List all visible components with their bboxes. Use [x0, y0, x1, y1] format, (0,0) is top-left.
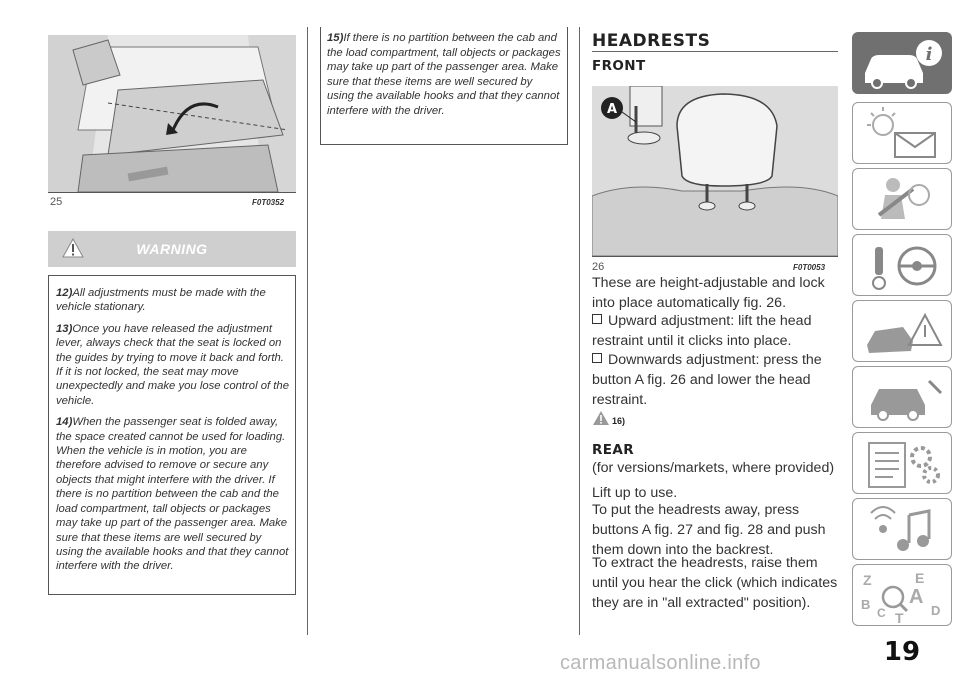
checkbox-bullet-icon [592, 353, 602, 363]
alphabetical-index-icon [853, 565, 953, 627]
figure-code: F0T0053 [793, 263, 826, 272]
watermark: carmanualsonline.info [560, 652, 761, 674]
checklist-gears-icon [853, 433, 953, 495]
note-text: All adjustments must be made with the vehicle stationary. [56, 287, 266, 314]
tab-emergency[interactable] [852, 300, 952, 362]
warning-notes-box [48, 275, 296, 595]
lights-message-icon [853, 103, 953, 165]
key-steering-wheel-icon [853, 235, 953, 297]
column-divider [307, 27, 308, 635]
warning-note-14 [56, 415, 289, 573]
bullet-upward [592, 311, 840, 351]
note-number: 12) [56, 287, 73, 299]
figure-number: 26 [592, 261, 605, 273]
bullet-text: Downwards adjustment: press the button A fig. 26 and lower the head restraint. [592, 352, 822, 408]
car-info-icon [853, 33, 953, 95]
note-text: Once you have released the adjustment lever, always check that the seat is locked on the guides by trying to move it back and forth. If it is not locked, the seat may move unexpectedly and make you lose control of the vehicle. [56, 322, 289, 407]
svg-text:D: D [931, 603, 941, 618]
svg-text:Z: Z [863, 572, 872, 588]
section-title: HEADRESTS [592, 31, 711, 51]
tab-car-info[interactable] [852, 32, 952, 94]
bullet-text: Upward adjustment: lift the head restraint until it clicks into place. [592, 313, 812, 349]
rear-paragraph-3: To extract the headrests, raise them until you hear the click (which indicates they are in "all extracted" position). [592, 555, 838, 611]
rear-qualifier: (for versions/markets, where provided) [592, 460, 835, 476]
svg-text:A: A [909, 586, 924, 608]
rear-paragraph-1: Lift up to use. [592, 485, 678, 501]
warning-title: WARNING [136, 241, 208, 257]
warning-triangle-icon [62, 238, 84, 258]
svg-text:B: B [861, 597, 871, 612]
note-number: 15) [327, 32, 344, 44]
warning-reference-number: 16) [612, 416, 626, 426]
column-divider [579, 27, 580, 635]
svg-text:E: E [915, 570, 925, 586]
warning-note-15 [320, 27, 568, 145]
warning-note-13 [56, 322, 289, 408]
front-intro: These are height-adjustable and lock into place automatically fig. 26. [592, 275, 825, 311]
section-title-rule [592, 51, 838, 52]
tab-starting-driving[interactable] [852, 234, 952, 296]
svg-text:i: i [925, 44, 933, 65]
warning-note-12 [56, 286, 289, 315]
subsection-title-rear: REAR [592, 442, 635, 458]
figure-26-front-headrest [592, 86, 838, 257]
note-text: If there is no partition between the cab and the load compartment, tall objects or packages may take up part of the passenger area. Make sure that these items are well secured by using the available hooks and that they cannot interfere with the driver. [327, 32, 561, 117]
warning-header [48, 231, 296, 267]
page-number: 19 [883, 637, 921, 667]
tab-technical-data[interactable] [852, 432, 952, 494]
svg-text:C: C [877, 606, 886, 620]
figure-25-load-compartment [48, 35, 296, 193]
rear-paragraph-2: To put the headrests away, press buttons A fig. 27 and fig. 28 and push them down into the backrest. [592, 502, 826, 558]
callout-a-label: A [606, 102, 618, 117]
tab-safety[interactable] [852, 168, 952, 230]
note-text: When the passenger seat is folded away, the space created cannot be used for loading. When the vehicle is in motion, you are therefore advised to remove or secure any objects that might interfere with the driver. If there is no partition between the cab and the load compartment, tall objects or packages may take up part of the passenger area. Make sure that these items are well secured by using the available hooks and that they cannot interfere with the driver. [56, 416, 289, 573]
tab-maintenance[interactable] [852, 366, 952, 428]
bullet-downward [592, 350, 840, 410]
svg-text:T: T [895, 610, 904, 626]
figure-number: 25 [50, 196, 63, 208]
warning-triangle-icon [592, 410, 610, 426]
airbag-passenger-icon [853, 169, 953, 231]
tab-lights-messages[interactable] [852, 102, 952, 164]
warning-reference [592, 410, 625, 426]
tab-multimedia[interactable] [852, 498, 952, 560]
checkbox-bullet-icon [592, 314, 602, 324]
note-number: 13) [56, 322, 73, 335]
note-number: 14) [56, 416, 73, 429]
figure-code: F0T0352 [252, 198, 285, 207]
car-maintenance-icon [853, 367, 953, 429]
multimedia-icon [853, 499, 953, 561]
crash-warning-icon [853, 301, 953, 363]
tab-index[interactable] [852, 564, 952, 626]
subsection-title-front: FRONT [592, 58, 646, 74]
